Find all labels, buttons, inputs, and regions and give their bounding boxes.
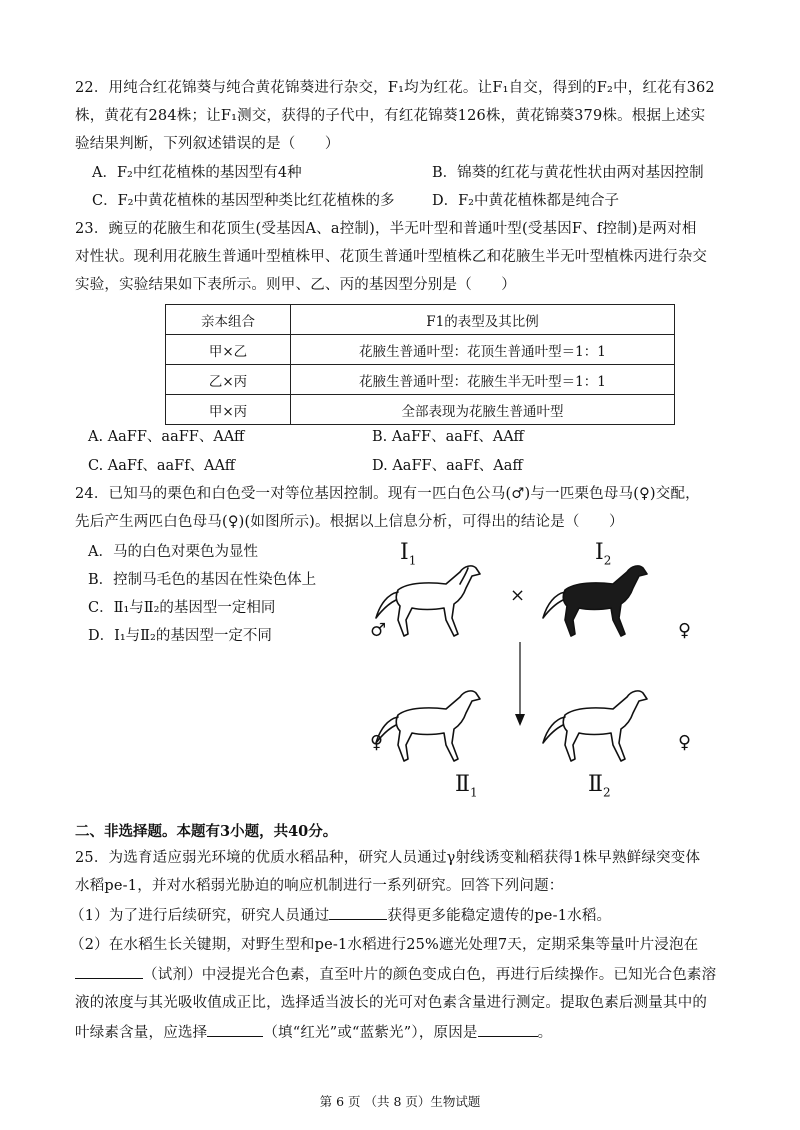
q25-part-1 <box>70 905 611 926</box>
answer-blank[interactable] <box>478 1022 538 1037</box>
section-heading: 二、非选择题。本题有3小题，共40分。 <box>75 823 338 840</box>
q23-option-d: D. AaFF、aaFf、Aaff <box>372 458 523 474</box>
cross-result-table <box>165 304 675 425</box>
q24-option-d: D．Ⅰ₁与Ⅱ₂的基因型一定不同 <box>88 628 272 644</box>
q22-option-b: B．锦葵的红花与黄花性状由两对基因控制 <box>432 165 704 181</box>
q24-option-c: C．Ⅱ₁与Ⅱ₂的基因型一定相同 <box>88 600 276 616</box>
table-header-row <box>166 305 675 335</box>
q24-option-a: A．马的白色对栗色为显性 <box>88 544 258 560</box>
table-row <box>166 335 675 365</box>
white-filly-2-icon <box>535 685 665 770</box>
table-cell: 乙×丙 <box>166 365 291 395</box>
horse-body <box>543 691 647 761</box>
male-symbol: ♂ <box>370 620 387 641</box>
answer-blank[interactable] <box>207 1022 263 1037</box>
table-cell: 全部表现为花腋生普通叶型 <box>291 395 675 425</box>
q22-line-3: 验结果判断，下列叙述错误的是（ ） <box>75 136 340 152</box>
female-symbol: ♀ <box>678 620 692 641</box>
cross-symbol: × <box>510 585 526 606</box>
q25-part-2-line-3: 液的浓度与其光吸收值成正比，选择适当波长的光可对色素含量进行测定。提取色素后测量其中的 <box>75 995 708 1011</box>
q22-option-a: A．F₂中红花植株的基因型有4种 <box>92 165 302 181</box>
horse-body <box>543 566 647 636</box>
label-ii2: $Ⅱ_2$ <box>588 772 611 800</box>
q25-line-1: 25．为选育适应弱光环境的优质水稻品种，研究人员通过γ射线诱变籼稻获得1株早熟鲜绿突变体 <box>75 850 701 866</box>
q23-line-2: 对性状。现利用花腋生普通叶型植株甲、花顶生普通叶型植株乙和花腋生半无叶型植株丙进行杂交 <box>75 249 708 265</box>
label-i2: $Ⅰ_2$ <box>595 540 612 568</box>
q23-option-b: B. AaFF、aaFf、AAff <box>372 429 524 445</box>
q22-line-2: 株，黄花有284株；让F₁测交，获得的子代中，有红花锦葵126株，黄花锦葵379株。根据上述实 <box>75 108 706 124</box>
label-ii1: $Ⅱ_1$ <box>455 772 478 800</box>
q24-option-b: B．控制马毛色的基因在性染色体上 <box>88 572 317 588</box>
answer-blank[interactable] <box>75 964 143 979</box>
q22-line-1: 22．用纯合红花锦葵与纯合黄花锦葵进行杂交，F₁均为红花。让F₁自交，得到的F₂中，红花有362 <box>75 80 715 96</box>
q25-line-2: 水稻pe-1，并对水稻弱光胁迫的响应机制进行一系列研究。回答下列问题： <box>75 878 564 894</box>
label-i1: $Ⅰ_1$ <box>400 540 417 568</box>
q22-option-d: D．F₂中黄花植株都是纯合子 <box>432 193 619 209</box>
q23-option-c: C. AaFf、aaFf、AAff <box>88 458 236 474</box>
q25-part-2-text: 叶绿素含量，应选择 <box>75 1025 208 1041</box>
white-filly-1-icon <box>368 685 498 770</box>
chestnut-mare-icon <box>535 560 665 645</box>
table-row <box>166 365 675 395</box>
q25-part-2-line-1: （2）在水稻生长关键期，对野生型和pe-1水稻进行25%遮光处理7天，定期采集等量叶片浸泡在 <box>70 937 699 953</box>
q25-part-1-text: 获得更多能稳定遗传的pe-1水稻。 <box>387 908 612 924</box>
table-header: F1的表型及其比例 <box>291 305 675 335</box>
table-cell: 甲×乙 <box>166 335 291 365</box>
descent-arrow-icon <box>512 640 528 730</box>
horse-body <box>376 566 480 636</box>
q24-line-2: 先后产生两匹白色母马(♀)(如图所示)。根据以上信息分析，可得出的结论是（ ） <box>75 514 624 530</box>
q25-part-2-line-2 <box>75 964 716 985</box>
table-cell: 花腋生普通叶型：花腋生半无叶型＝1：1 <box>291 365 675 395</box>
q22-option-c: C．F₂中黄花植株的基因型种类比红花植株的多 <box>92 193 395 209</box>
horse-body <box>376 691 480 761</box>
female-symbol: ♀ <box>678 732 692 753</box>
page-footer: 第 6 页 （共 8 页）生物试题 <box>319 1094 481 1109</box>
q23-option-a: A. AaFF、aaFF、AAff <box>88 429 245 445</box>
q24-line-1: 24．已知马的栗色和白色受一对等位基因控制。现有一匹白色公马(♂)与一匹栗色母马(♀)交配， <box>75 486 700 502</box>
table-cell: 甲×丙 <box>166 395 291 425</box>
q23-line-3: 实验，实验结果如下表所示。则甲、乙、丙的基因型分别是（ ） <box>75 277 516 293</box>
table-cell: 花腋生普通叶型：花顶生普通叶型＝1：1 <box>291 335 675 365</box>
answer-blank[interactable] <box>329 905 387 920</box>
q25-part-2-line-4 <box>75 1022 552 1043</box>
female-symbol: ♀ <box>370 732 384 753</box>
white-stallion-icon <box>368 560 498 645</box>
q25-part-2-text: （试剂）中浸提光合色素，直至叶片的颜色变成白色，再进行后续操作。已知光合色素溶 <box>143 967 717 983</box>
table-header: 亲本组合 <box>166 305 291 335</box>
q25-part-2-text: 。 <box>537 1025 553 1041</box>
q23-line-1: 23．豌豆的花腋生和花顶生(受基因A、a控制)，半无叶型和普通叶型(受基因F、f控制)是两对相 <box>75 221 697 237</box>
table-row <box>166 395 675 425</box>
q25-part-1-text: （1）为了进行后续研究，研究人员通过 <box>70 908 330 924</box>
q25-part-2-text: （填“红光”或“蓝紫光”），原因是 <box>263 1025 478 1041</box>
